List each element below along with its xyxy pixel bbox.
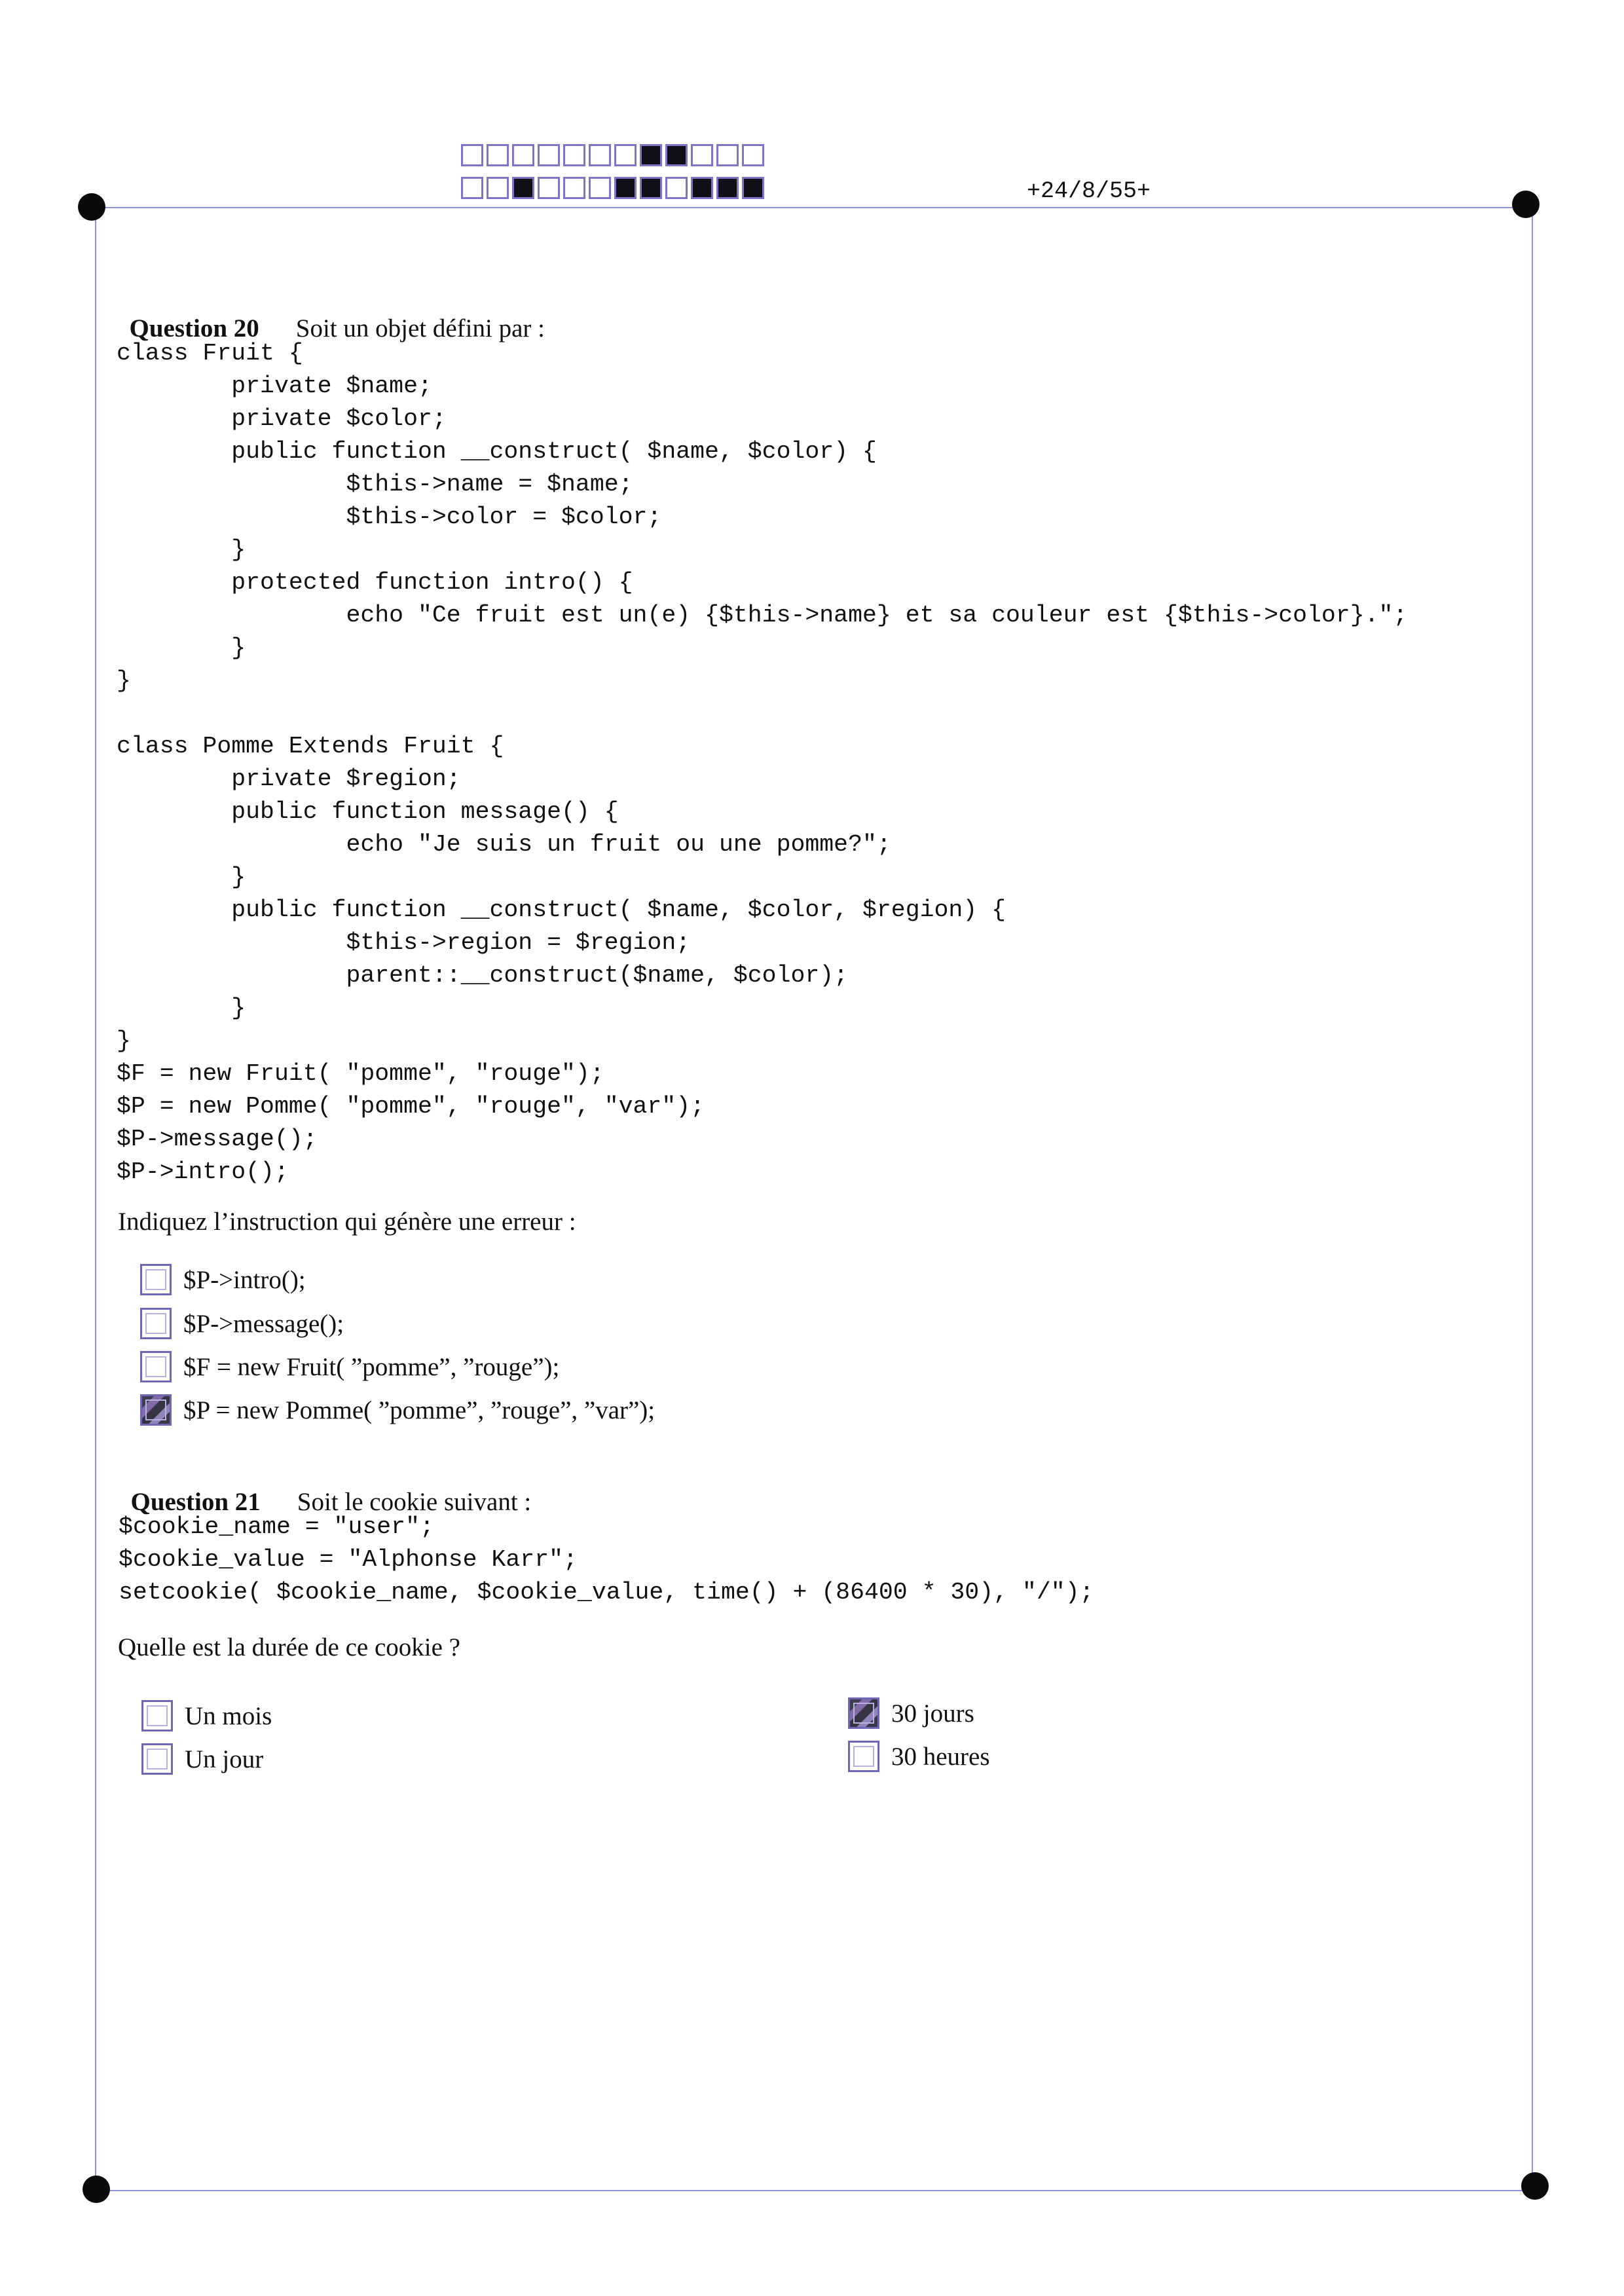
q20-checkbox-1[interactable] xyxy=(140,1264,172,1295)
q20-checkbox-3[interactable] xyxy=(140,1351,172,1382)
barcode-top-cell-12 xyxy=(742,144,764,166)
question-21-title: Soit le cookie suivant : xyxy=(297,1488,532,1516)
q21-choice-4-label: 30 heures xyxy=(891,1742,990,1771)
frame-top-line xyxy=(92,207,1530,208)
barcode-bottom-cell-6 xyxy=(589,177,611,199)
barcode-bottom-cell-11 xyxy=(716,177,739,199)
corner-marker-bottom-left xyxy=(83,2176,110,2203)
question-21-number: Question 21 xyxy=(130,1488,261,1516)
barcode-bottom-cell-5 xyxy=(563,177,585,199)
q21-checkbox-3[interactable] xyxy=(848,1697,879,1729)
barcode-top-row xyxy=(461,144,764,166)
q20-choice-2-label: $P->message(); xyxy=(183,1309,344,1338)
barcode-top-cell-11 xyxy=(716,144,739,166)
question-21-code: $cookie_name = "user"; $cookie_value = "Alphonse Karr"; setcookie( $cookie_name, $cookie_value, time() + (86400 * 30), "/"); xyxy=(119,1513,1094,1606)
question-20-code: class Fruit { private $name; private $color; public function __construct( $name, $color) { $this->name = $name; $this->color = $color; } protected function intro() { echo "Ce fruit est un(e) {$this->name} et sa couleur est {$this->color}."; } } class Pomme Extends Fruit { private $region; public function message() { echo "Je suis un fruit ou une pomme?"; } public function __construct( $name, $color, $region) { $this->region = $region; parent::__construct($name, $color); } } $F = new Fruit( "pomme", "rouge"); $P = new Pomme( "pomme", "rouge", "var"); $P->message(); $P->intro(); xyxy=(117,340,1408,1185)
frame-left-line xyxy=(95,207,96,2191)
question-21-heading xyxy=(118,1458,531,1517)
q21-choice-1[interactable] xyxy=(141,1697,272,1734)
q20-choice-3-label: $F = new Fruit( ”pomme”, ”rouge”); xyxy=(183,1352,560,1381)
barcode-bottom-row xyxy=(461,177,764,199)
corner-marker-top-left xyxy=(78,193,105,221)
question-20-heading xyxy=(117,284,545,343)
barcode-bottom-cell-2 xyxy=(487,177,509,199)
q20-choice-2[interactable] xyxy=(140,1305,344,1342)
frame-right-line xyxy=(1532,207,1533,2191)
q21-choice-4[interactable] xyxy=(848,1738,990,1775)
q21-choice-3-label: 30 jours xyxy=(891,1699,974,1728)
barcode-bottom-cell-3 xyxy=(512,177,534,199)
page-identifier: +24/8/55+ xyxy=(1027,178,1151,204)
barcode-top-cell-9 xyxy=(665,144,688,166)
q20-checkbox-2[interactable] xyxy=(140,1308,172,1339)
q20-choice-1[interactable] xyxy=(140,1261,306,1298)
q21-choice-3[interactable] xyxy=(848,1695,974,1731)
q21-checkbox-4[interactable] xyxy=(848,1741,879,1772)
barcode-top-cell-8 xyxy=(640,144,662,166)
q20-checkbox-4[interactable] xyxy=(140,1394,172,1426)
frame-bottom-line xyxy=(97,2190,1535,2191)
barcode-top-cell-7 xyxy=(614,144,637,166)
q20-choice-4-label: $P = new Pomme( ”pomme”, ”rouge”, ”var”); xyxy=(183,1396,655,1424)
corner-marker-top-right xyxy=(1512,191,1540,218)
barcode-top-cell-10 xyxy=(691,144,713,166)
q21-choice-2[interactable] xyxy=(141,1741,263,1777)
barcode-top-cell-1 xyxy=(461,144,483,166)
q21-choice-2-label: Un jour xyxy=(185,1745,264,1773)
barcode-bottom-cell-9 xyxy=(665,177,688,199)
barcode-bottom-cell-7 xyxy=(614,177,637,199)
barcode-top-cell-6 xyxy=(589,144,611,166)
barcode-top-cell-4 xyxy=(538,144,560,166)
barcode-bottom-cell-10 xyxy=(691,177,713,199)
question-20-number: Question 20 xyxy=(129,314,259,343)
corner-marker-bottom-right xyxy=(1521,2172,1549,2200)
barcode-bottom-cell-8 xyxy=(640,177,662,199)
q21-checkbox-1[interactable] xyxy=(141,1700,173,1731)
q20-choice-3[interactable] xyxy=(140,1348,559,1385)
q20-choice-4[interactable] xyxy=(140,1392,655,1428)
question-20-prompt: Indiquez l’instruction qui génère une erreur : xyxy=(118,1208,576,1236)
barcode-bottom-cell-12 xyxy=(742,177,764,199)
question-21-prompt: Quelle est la durée de ce cookie ? xyxy=(118,1633,460,1661)
barcode-bottom-cell-1 xyxy=(461,177,483,199)
question-20-title: Soit un objet défini par : xyxy=(295,314,545,343)
barcode-bottom-cell-4 xyxy=(538,177,560,199)
barcode-top-cell-5 xyxy=(563,144,585,166)
q20-choice-1-label: $P->intro(); xyxy=(183,1265,306,1294)
barcode-top-cell-3 xyxy=(512,144,534,166)
q21-choice-1-label: Un mois xyxy=(185,1701,272,1730)
q21-checkbox-2[interactable] xyxy=(141,1743,173,1775)
barcode-top-cell-2 xyxy=(487,144,509,166)
